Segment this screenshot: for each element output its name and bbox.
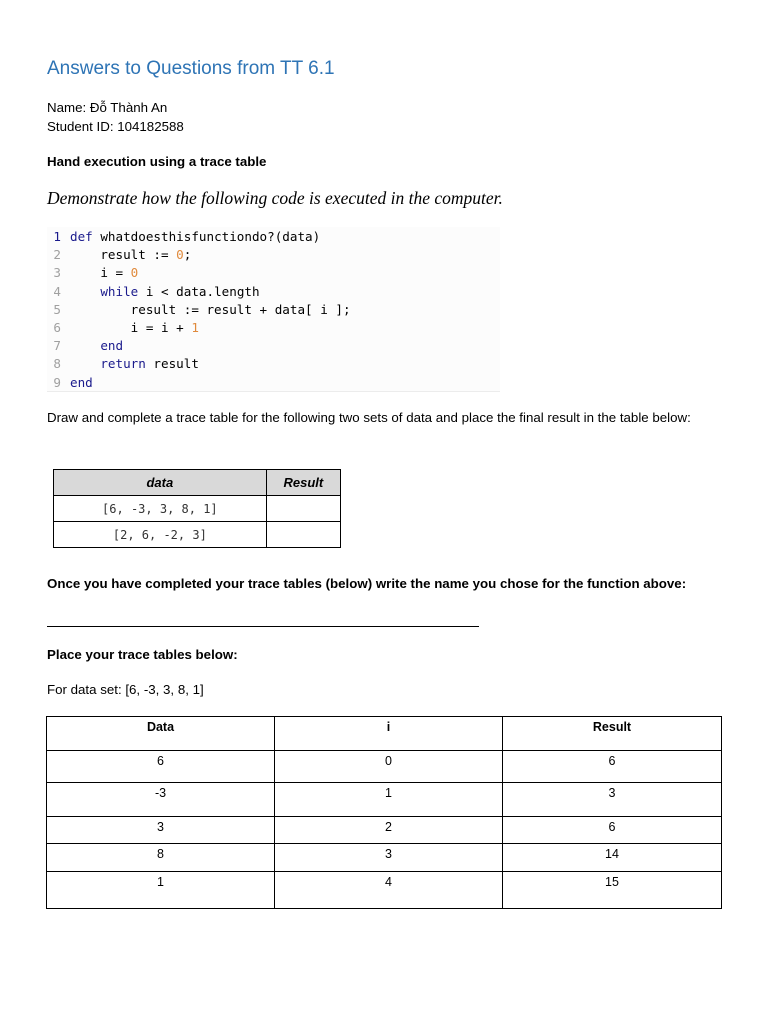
code-text: i = i + [70,320,192,335]
line-number: 1 [53,229,61,244]
table-row [47,844,722,872]
code-line [47,301,351,319]
line-number: 5 [53,301,61,317]
table-row [47,783,722,817]
trace-table [46,716,722,909]
result-cell[interactable] [266,496,340,522]
dataset-cell: [2, 6, -2, 3] [54,522,267,548]
header-result: Result [503,717,722,751]
code-keyword: end [70,374,93,390]
line-number: 2 [53,247,61,263]
code-text [70,338,100,353]
dataset-cell: [6, -3, 3, 8, 1] [54,496,267,522]
code-text: i = [70,265,131,281]
code-text: result := result + data[ i ]; [70,301,351,317]
code-text [70,284,100,299]
code-line [47,228,320,246]
trace-instructions: Draw and complete a trace table for the following two sets of data and place the final result in the table below: [47,410,691,425]
data-cell: -3 [47,783,275,817]
student-id: Student ID: 104182588 [47,119,184,134]
code-text: whatdoesthisfunctiondo?(data) [92,229,321,244]
header-data: data [54,470,267,496]
result-cell: 3 [503,783,722,817]
header-data: Data [47,717,275,751]
code-block [47,227,500,392]
data-cell: 1 [47,872,275,909]
table-row [47,872,722,909]
answer-blank-line[interactable] [47,626,479,627]
i-cell: 2 [275,817,503,844]
line-number: 4 [53,283,61,299]
code-keyword: return [100,356,146,372]
table-row [47,751,722,783]
line-number: 9 [53,374,61,390]
code-line [47,319,199,337]
data-cell: 6 [47,751,275,783]
instruction-text: Demonstrate how the following code is executed in the computer. [47,188,503,208]
table-row [54,522,341,548]
code-number: 0 [176,247,184,263]
code-line [47,355,199,373]
line-number: 7 [53,338,61,354]
table-row [54,496,341,522]
code-text: result := [70,247,177,263]
line-number: 8 [53,356,61,372]
code-line [47,374,93,392]
data-cell: 8 [47,844,275,872]
function-name-prompt: Once you have completed your trace tables (below) write the name you chose for the function above: [47,576,687,591]
header-i: i [275,717,503,751]
code-line [47,283,260,301]
result-cell: 15 [503,872,722,909]
i-cell: 4 [275,872,503,909]
code-line [47,264,138,282]
code-keyword: while [100,283,139,299]
result-cell: 6 [503,751,722,783]
result-cell: 14 [503,844,722,872]
data-set-label: For data set: [6, -3, 3, 8, 1] [47,682,204,697]
code-keyword: def [70,229,93,244]
place-tables-heading: Place your trace tables below: [47,647,238,662]
i-cell: 1 [275,783,503,817]
i-cell: 3 [275,844,503,872]
code-number: 0 [130,265,139,281]
data-cell: 3 [47,817,275,844]
document-title: Answers to Questions from TT 6.1 [47,58,335,79]
code-keyword: end [100,338,124,354]
code-text: result [145,356,199,372]
student-name: Name: Đỗ Thành An [47,100,168,115]
code-text: i < data.length [138,283,260,299]
code-line [47,246,191,264]
section-heading: Hand execution using a trace table [47,154,267,169]
result-cell: 6 [503,817,722,844]
code-line [47,337,123,355]
table-row [47,817,722,844]
code-text [70,356,100,371]
line-number: 3 [53,265,61,281]
result-table [53,469,341,548]
i-cell: 0 [275,751,503,783]
line-number: 6 [53,320,61,335]
code-text: ; [183,247,192,263]
header-result: Result [266,470,340,496]
code-number: 1 [191,320,199,335]
result-cell[interactable] [266,522,340,548]
trace-header-row [47,717,722,751]
